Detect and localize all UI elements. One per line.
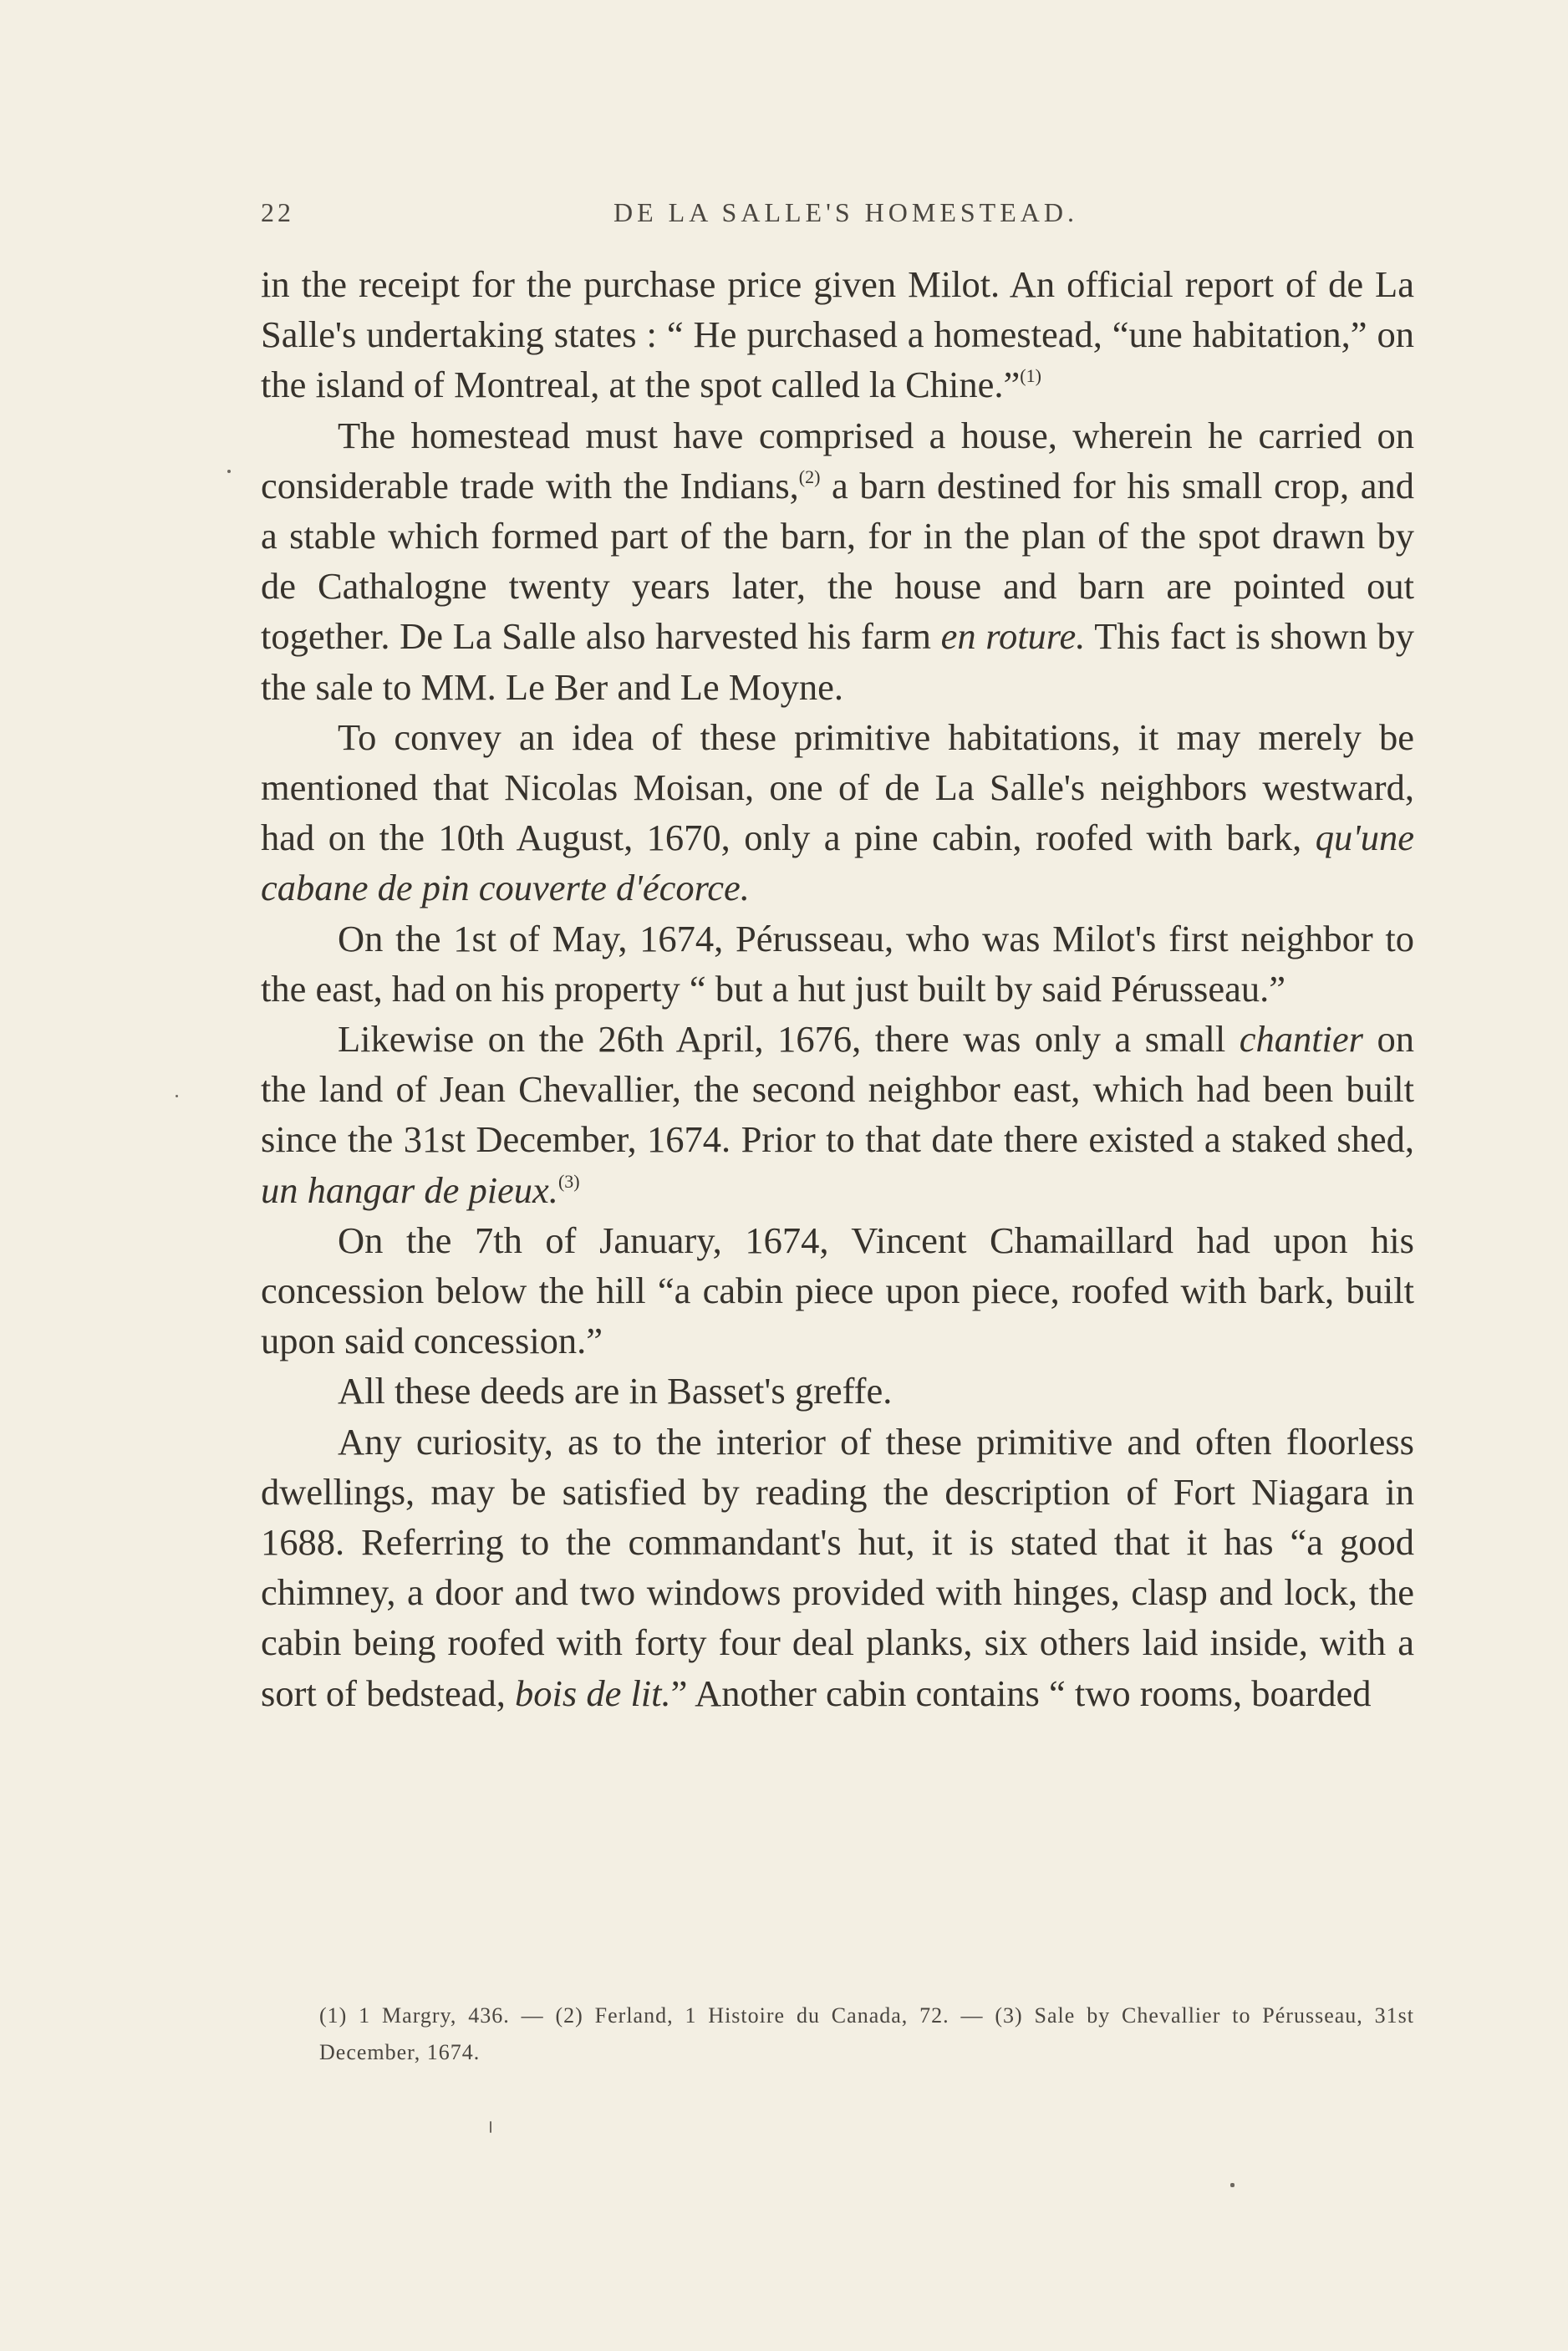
paragraph-2-text-c: This fact is shown by the sale to MM. Le Ber and Le Moyne.: [261, 615, 1415, 708]
paragraph-5: [261, 1014, 1414, 1215]
paragraph-3: [261, 712, 1414, 913]
paragraph-6: On the 7th of January, 1674, Vincent Chamaillard had upon his concession below the hill “a cabin piece upon piece, roofed with bark, built upon said concession.”: [261, 1219, 1414, 1362]
italic-phrase-hangar: un hangar de pieux.: [261, 1168, 558, 1211]
running-title: DE LA SALLE'S HOMESTEAD.: [613, 197, 1078, 227]
paragraph-2-text-b: a barn destined for his small crop, and a stable which formed part of the barn, for in the plan of the spot drawn by de Cathalogne twenty years later, the house and barn are pointed out together. De La Salle also harvested his farm: [261, 464, 1414, 658]
footnotes-text: (1) 1 Margry, 436. — (2) Ferland, 1 Histoire du Canada, 72. — (3) Sale by Chevallier to Pérusseau, 31st December, 1674.: [319, 2003, 1414, 2064]
page-speck: [490, 2121, 491, 2133]
paragraph-8-text-b: ” Another cabin contains “ two rooms, boarded: [670, 1672, 1372, 1714]
paragraph-8: [261, 1417, 1414, 1718]
italic-phrase-bois-de-lit: bois de lit.: [515, 1672, 671, 1714]
paragraph-1: [261, 259, 1414, 410]
body-text: [261, 259, 1414, 1718]
italic-phrase-en-roture: en roture.: [940, 615, 1086, 658]
paragraph-2: [261, 410, 1414, 712]
footnote-ref-3: (3): [557, 1170, 580, 1192]
paragraph-3-text: To convey an idea of these primitive habitations, it may merely be mentioned that Nicolas Moisan, one of de La Salle's neighbors westward, had on the 10th August, 1670, only a pine cabin, roofed with bark,: [261, 715, 1414, 859]
footnote-ref-1: (1): [1020, 365, 1041, 387]
italic-phrase-cabane: qu'une cabane de pin couverte d'écorce.: [261, 817, 1414, 909]
page-speck: [176, 1095, 178, 1097]
paragraph-8-text-a: Any curiosity, as to the interior of these primitive and often floorless dwellings, may be satisfied by reading the description of Fort Niagara in 1688. Referring to the commandant's hut, it is stated that it has “a good chimney, a door and two windows provided with hinges, clasp and lock, the cabin being roofed with forty four deal planks, six others laid inside, with a sort of bedstead,: [261, 1420, 1414, 1714]
paragraph-5-text-a: Likewise on the 26th April, 1676, there was only a small: [338, 1018, 1240, 1061]
italic-word-chantier: chantier: [1239, 1018, 1363, 1061]
paragraph-4: On the 1st of May, 1674, Pérusseau, who was Milot's first neighbor to the east, had on his property “ but a hut just built by said Pérusseau.”: [261, 917, 1414, 1010]
footnote-ref-2: (2): [798, 466, 821, 487]
page-speck: [227, 470, 231, 473]
paragraph-7: All these deeds are in Basset's greffe.: [338, 1370, 893, 1412]
paragraph-1-text: in the receipt for the purchase price given Milot. An official report of de La Salle's undertaking states : “ He purchased a homestead, “une habitation,” on the island of Montreal, at the spot called la Chine.”: [261, 263, 1414, 406]
paragraph-2-text-a: The homestead must have comprised a house, wherein he carried on considerable trade with the Indians,: [261, 414, 1414, 506]
page-speck: [1230, 2183, 1235, 2187]
paragraph-5-text-b: on the land of Jean Chevallier, the second neighbor east, which had been built since the 31st December, 1674. Prior to that date there existed a staked shed,: [261, 1018, 1414, 1161]
running-head: [261, 197, 1414, 231]
page-number: 22: [261, 197, 294, 227]
footnotes: [261, 1997, 1414, 2071]
